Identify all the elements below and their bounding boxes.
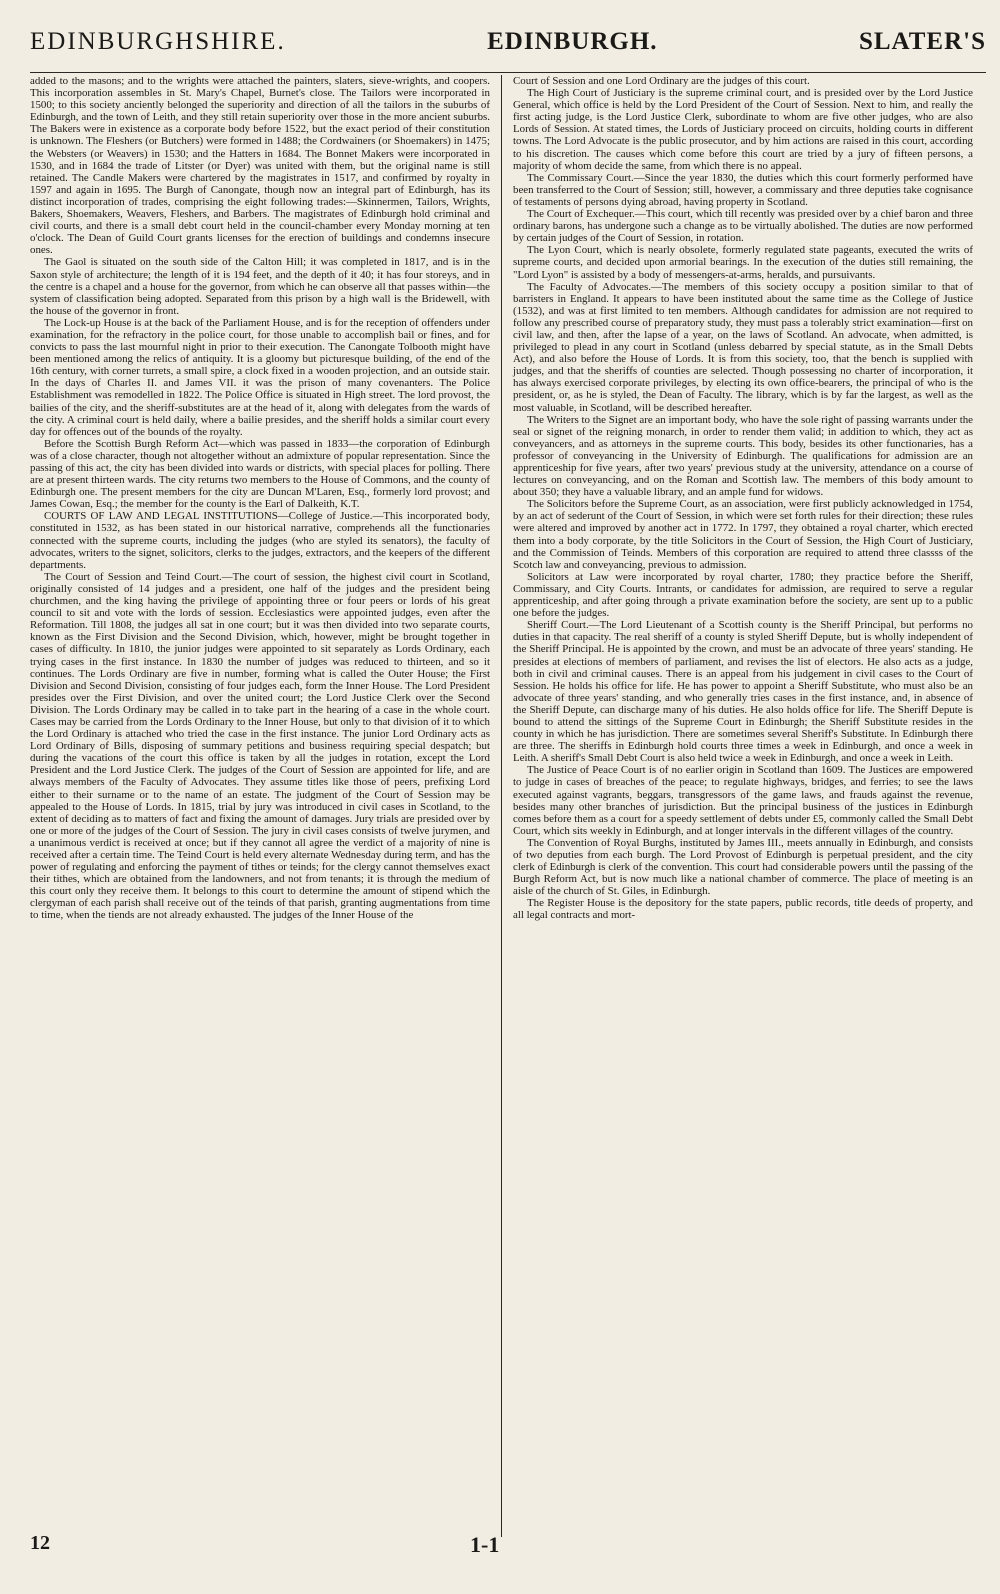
paragraph: Sheriff Court.—The Lord Lieutenant of a Scottish county is the Sheriff Principal, but performs no duties in that capacity. The real sheriff of a county is styled Sheriff Depute, but is wholly independent of the Sheriff Principal. He is appointed by the crown, and must be an advocate of three years' standing. He presides at elections of members of parliament, and revises the list of electors. He also acts as a judge, both in civil and criminal causes. There is an appeal from his judgement in civil cases to the Court of Session. He holds his office for life. He has power to appoint a Sheriff Substitute, who must also be an advocate of three years' standing, and who generally tries cases in the first instance, and, in absence of the Sheriff Depute, can discharge many of his duties. He also holds office for life. The Sheriff Depute is bound to attend the sittings of the Supreme Court in Edinburgh; the Sheriff Substitute resides in the county in which he has jurisdiction. There are sometimes several Sheriff's Substitute. In Edinburgh there are three. The sheriffs in Edinburgh hold courts three times a week in Edinburgh, and once a week in Leith. A sheriff's Small Debt Court is also held twice a week in Edinburgh, and once a week in Leith. bbox=[513, 619, 973, 765]
running-header bbox=[30, 28, 986, 73]
paragraph: Before the Scottish Burgh Reform Act—which was passed in 1833—the corporation of Edinburgh was of a close character, though not altogether without an admixture of popular representation. Since the passing of this act, the city has been divided into wards or districts, with special places for polling. There are at present thirteen wards. The city returns two members to the House of Commons, and the county of Edinburgh one. The present members for the city are Duncan M'Laren, Esq., formerly lord provost; and James Cowan, Esq.; the member for the county is the Earl of Dalkeith, K.T. bbox=[30, 437, 490, 511]
paragraph: The Commissary Court.—Since the year 1830, the duties which this court formerly performed have been transferred to the Court of Session; still, however, a commissary and three deputies take cognisance of testaments of persons dying abroad, having property in Scotland. bbox=[513, 171, 973, 208]
paragraph: The Court of Session and Teind Court.—The court of session, the highest civil court in Scotland, originally consisted of 14 judges and a president, one half of the judges and the president being churchmen, and the king having the privilege of appointing three or four peers or lords of his great council to sit and vote with the lords of session. Ecclesiastics were appointed judges, even after the Reformation. Till 1808, the judges all sat in one court; but it was then divided into two separate courts, known as the First Division and the Second Division, which, however, might be brought together in cases of difficulty. In 1810, the junior judges were appointed to sit separately as Lords Ordinary, each trying cases in the first instance. In 1830 the number of judges was reduced to thirteen, and so it continues. The Lords Ordinary are five in number, forming what is called the Outer House; the First Division and Second Division, consisting of four judges each, form the Inner House. The Lord President presides over the First Division, and over the united court; the Lord Justice Clerk over the Second Division. The Lords Ordinary may be called in to take part in the hearing of a case in the whole court. Cases may be carried from the Lords Ordinary to the Inner House, but only to that division of it to which the Lord Ordinary is attached who tried the case in the first instance. The junior Lord Ordinary acts as Lord Ordinary of Bills, disposing of summary petitions and business requiring special despatch; but during the vacations of the court this office is taken by all the judges in rotation, except the Lord President and the Lord Justice Clerk. The judges of the Court of Session are appointed for life, and are always members of the Faculty of Advocates. They assume titles like those of peers, prefixing Lord either to their surname or to the name of an estate. The judgment of the Court of Session may be appealed to the House of Lords. In 1815, trial by jury was introduced in civil cases in Scotland, to the extent of deciding as to matters of fact and fixing the amount of damages. Jury trials are presided over by one or more of the judges of the Court of Session. The jury in civil cases consists of twelve jurymen, and a unanimous verdict is received at once; but if they cannot all agree the verdict of a majority of nine is received after a certain time. The Teind Court is held every alternate Wednesday during term, and has the power of regulating and enforcing the payment of tithes or teinds; for the clergy cannot themselves exact their tithes, which are obtained from the landowners, and not from tenants; it is through the medium of this court only they receive them. It belongs to this court to determine the amount of stipend which the clergyman of each parish shall receive out of the teinds of that parish, granting augmentations from time to time, when the tiends are not already exhausted. The judges of the Inner House of the bbox=[30, 570, 490, 922]
page-footer bbox=[30, 1532, 986, 1562]
paragraph: The Writers to the Signet are an important body, who have the sole right of passing warrants under the seal or signet of the reigning monarch, in order to render them valid; in addition to which, they act as conveyancers, and as attorneys in the supreme courts. This body, besides its other functionaries, has a professor of conveyancing in the University of Edinburgh. The qualifications for admission are an apprenticeship for five years, after two years' previous study at the university, attendance on a course of lectures on conveyancing, and on the Roman and Scottish law. The members of this body amount to about 350; they have a valuable library, and an ample fund for widows. bbox=[513, 413, 973, 499]
paragraph: The Faculty of Advocates.—The members of this society occupy a position similar to that of barristers in England. It appears to have been instituted about the same time as the College of Justice (1532), and was at first limited to ten members. Although candidates for admission are not required to follow any prescribed course of preparatory study, they must pass a tolerably strict examination—first on civil law, and then, after the lapse of a year, on the laws of Scotland. An advocate, when admitted, is privileged to plead in any court in Scotland (unless debarred by special statute, as in the Small Debts Act), and also before the House of Lords. It is from this society, too, that the bench is supplied with judges, and that the sheriffs of counties are selected. Though possessing no charter of incorporation, it has always exercised corporate privileges, by electing its own office-bearers, the principal of who is the president, or, as he is styled, the Dean of Faculty. The library, which is by far the largest, as well as the most valuable, in Scotland, will be described hereafter. bbox=[513, 280, 973, 414]
page-number: 12 bbox=[30, 1532, 50, 1554]
header-publisher: SLATER'S bbox=[858, 28, 986, 55]
paragraph: The Justice of Peace Court is of no earlier origin in Scotland than 1609. The Justices are empowered to judge in cases of breaches of the peace; to regulate highways, bridges, and ferries; to see the laws executed against vagrants, beggars, transgressors of the game laws, and frauds against the revenue, besides many other branches of jurisdiction. But the principal business of the justices in Edinburgh comes before them as a court for a speedy settlement of debts under £5, commonly called the Small Debt Court, which sits weekly in Edinburgh, and at longer intervals in the different villages of the country. bbox=[513, 764, 973, 837]
paragraph: The Lyon Court, which is nearly obsolete, formerly regulated state pageants, executed the writs of supreme courts, and decided upon armorial bearings. In the execution of the duties still remaining, the "Lord Lyon" is assisted by a body of messengers-at-arms, heralds, and pursuivants. bbox=[513, 244, 973, 281]
header-city: EDINBURGH. bbox=[487, 28, 658, 55]
paragraph: Court of Session and one Lord Ordinary are the judges of this court. bbox=[513, 75, 810, 87]
paragraph: The High Court of Justiciary is the supreme criminal court, and is presided over by the Lord Justice General, which office is held by the Lord President of the Court of Session. Next to him, and really the first acting judge, is the Lord Justice Clerk, subordinate to whom are five other judges, who are also Lords of Session. At stated times, the Lords of Justiciary proceed on circuits, holding courts in different towns. The Lord Advocate is the public prosecutor, and by him actions are raised in this court, according to his discretion. The causes which come before this court are tried by a jury of fifteen persons, a majority of whom decide the same, from which there is no appeal. bbox=[513, 87, 973, 172]
paragraph: The Convention of Royal Burghs, instituted by James III., meets annually in Edinburgh, and consists of two deputies from each burgh. The Lord Provost of Edinburgh is perpetual president, and the city clerk of Edinburgh is clerk of the convention. This court had considerable powers until the passing of the Burgh Reform Act, but is now much like a national chamber of commerce. The place of meeting is an aisle of the church of St. Giles, in Edinburgh. bbox=[513, 836, 973, 898]
paragraph: added to the masons; and to the wrights were attached the painters, slaters, sieve-wrights, and coopers. This incorporation assembles in St. Mary's Chapel, Burnet's close. The Tailors were incorporated in 1500; to this society anciently belonged the superiority and direction of all the tailors in the suburbs of Edinburgh, and the town of Leith, and they still retain superiority over those in the more ancient suburbs. The Bakers were in existence as a corporate body before 1522, but the exact period of their constitution is unknown. The Fleshers (or Butchers) were formed in 1488; the Cordwainers (or Shoemakers) in 1475; the Websters (or Weavers) in 1530; and the Hatters in 1684. The Bonnet Makers were incorporated in 1530, and in 1684 the trade of Litster (or Dyer) was united with them, but the original name is still retained. The Candle Makers were chartered by the magistrates in 1517, and confirmed by royalty in 1597 and again in 1695. The Burgh of Canongate, though now an integral part of Edinburgh, has its distinct incorporation of trades, comprising the eight following trades:—Skinnermen, Tailors, Wrights, Bakers, Shoemakers, Weavers, Fleshers, and Barbers. The magistrates of Edinburgh hold criminal and civil courts, and there is a small debt court held in the council-chamber every Monday morning at ten o'clock. The Dean of Guild Court grants licenses for the erection of buildings and condemns insecure ones. bbox=[30, 75, 490, 257]
paragraph: The Solicitors before the Supreme Court, as an association, were first publicly acknowledged in 1754, by an act of sederunt of the Court of Session, in which were set forth rules for their direction; these rules were altered and improved by another act in 1772. In 1797, they obtained a royal charter, which erected them into a body corporate, by the title Solicitors in the Court of Session, the High Court of Justiciary, and the Commission of Teinds. Members of this corporation are required to attend three classss of the Scotch law and conveyancing, previous to admission. bbox=[513, 498, 973, 571]
right-column bbox=[502, 75, 973, 1537]
paragraph: The Register House is the depository for the state papers, public records, title deeds of property, and all legal contracts and mort- bbox=[513, 897, 973, 922]
paragraph: The Gaol is situated on the south side of the Calton Hill; it was completed in 1817, and is in the Saxon style of architecture; the length of it is 194 feet, and the depth of it 40; it has four storeys, and in the centre is a chapel and a house for the governor, from which he can observe all that passes within—the system of classification being adopted. Separated from this prison by a high wall is the Bridewell, with the house of the governor in front. bbox=[30, 256, 490, 317]
paragraph: Solicitors at Law were incorporated by royal charter, 1780; they practice before the Sheriff, Commissary, and City Courts. Intrants, or candidates for admission, are required to serve a regular apprenticeship, and after going through a private examination before the society, are sent up to a public one before the judges. bbox=[513, 570, 973, 620]
paragraph: The Lock-up House is at the back of the Parliament House, and is for the reception of offenders under examination, for the refractory in the police court, for those unable to accomplish bail or fines, and for convicts to pass the last mournful night in prior to their execution. The Canongate Tolbooth might have been mentioned among the relics of antiquity. It is a gloomy but picturesque building, of the end of the 16th century, with corner turrets, a small spire, a clock fixed in a wooden projection, and an outside stair. In the days of Charles II. and James VII. it was the prison of many covenanters. The Police Establishment was remodelled in 1822. The Police Office is situated in High street. The lord provost, the bailies of the city, and the sheriff-substitutes are at the head of it, along with delegates from the wards of the city. A criminal court is held daily, where a bailie presides, and the sheriff holds a similar court every day for offences out of the bounds of the royalty. bbox=[30, 316, 490, 438]
header-county: EDINBURGHSHIRE. bbox=[30, 28, 286, 55]
text-columns bbox=[30, 75, 986, 1537]
paragraph: The Court of Exchequer.—This court, which till recently was presided over by a chief baron and three ordinary barons, has undergone such a change as to be virtually abolished. The duties are now performed by certain judges of the Court of Session, in rotation. bbox=[513, 208, 973, 245]
paragraph: COURTS OF LAW AND LEGAL INSTITUTIONS—College of Justice.—This incorporated body, constituted in 1532, as has been stated in our historical narrative, comprehends all the functionaries connected with the supreme courts, including the judges (who are styled its senators), the faculty of advocates, writers to the signet, solicitors, clerks to the judges, extractors, and the keepers of the different departments. bbox=[30, 510, 490, 571]
left-column bbox=[30, 75, 501, 1537]
printer-signature: 1-1 bbox=[470, 1532, 500, 1557]
